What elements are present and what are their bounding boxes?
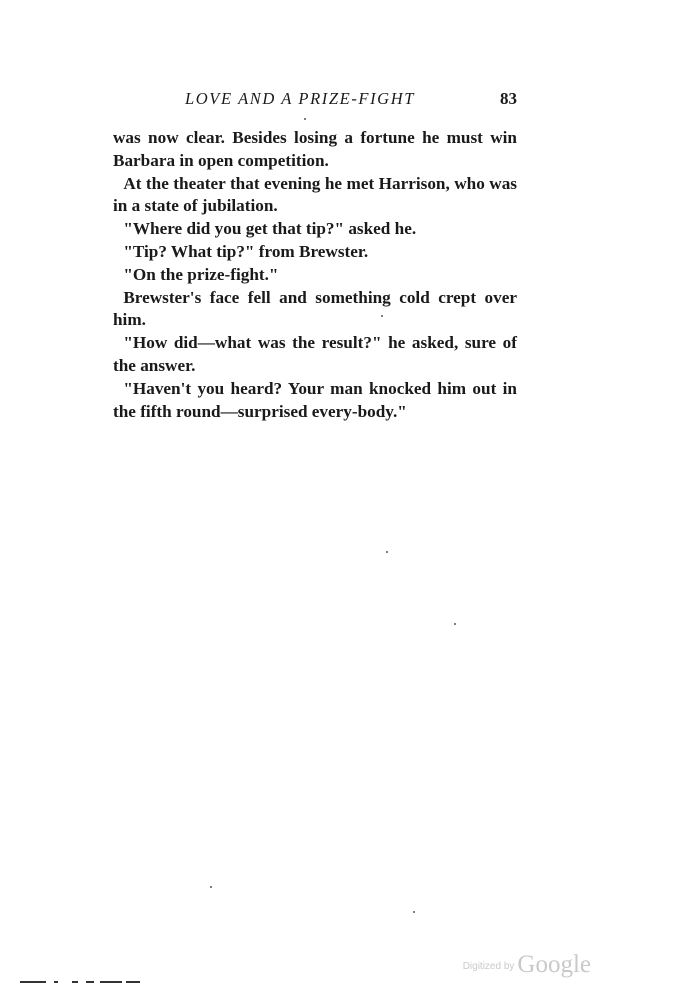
body-text xyxy=(113,127,517,423)
print-speck xyxy=(381,315,383,317)
paragraph: Brewster's face fell and something cold crept over him. xyxy=(113,287,517,330)
print-speck xyxy=(413,911,415,913)
watermark-brand-logo: Google xyxy=(517,951,591,978)
print-speck xyxy=(386,551,388,553)
running-title: LOVE AND A PRIZE-FIGHT xyxy=(185,89,415,108)
paragraph: "Haven't you heard? Your man knocked him out in the fifth round—surprised every-body." xyxy=(113,378,517,421)
paragraph: "How did—what was the result?" he asked, sure of the answer. xyxy=(113,333,517,375)
running-head xyxy=(113,88,517,112)
paragraph: "On the prize-fight." xyxy=(123,264,279,284)
paragraph: "Where did you get that tip?" asked he. xyxy=(123,219,417,239)
watermark-prefix: Digitized by xyxy=(462,961,515,972)
print-speck xyxy=(304,118,306,120)
print-speck xyxy=(210,886,212,888)
print-speck xyxy=(454,623,456,625)
digitized-watermark xyxy=(463,951,591,979)
scan-edge-marks xyxy=(20,981,150,985)
paragraph: At the theater that evening he met Harrison, who was in a state of jubilation. xyxy=(113,173,517,216)
paragraph: was now clear. Besides losing a fortune he must win Barbara in open competition. xyxy=(113,128,517,170)
page-number: 83 xyxy=(500,89,517,108)
paragraph: "Tip? What tip?" from Brewster. xyxy=(123,241,369,261)
